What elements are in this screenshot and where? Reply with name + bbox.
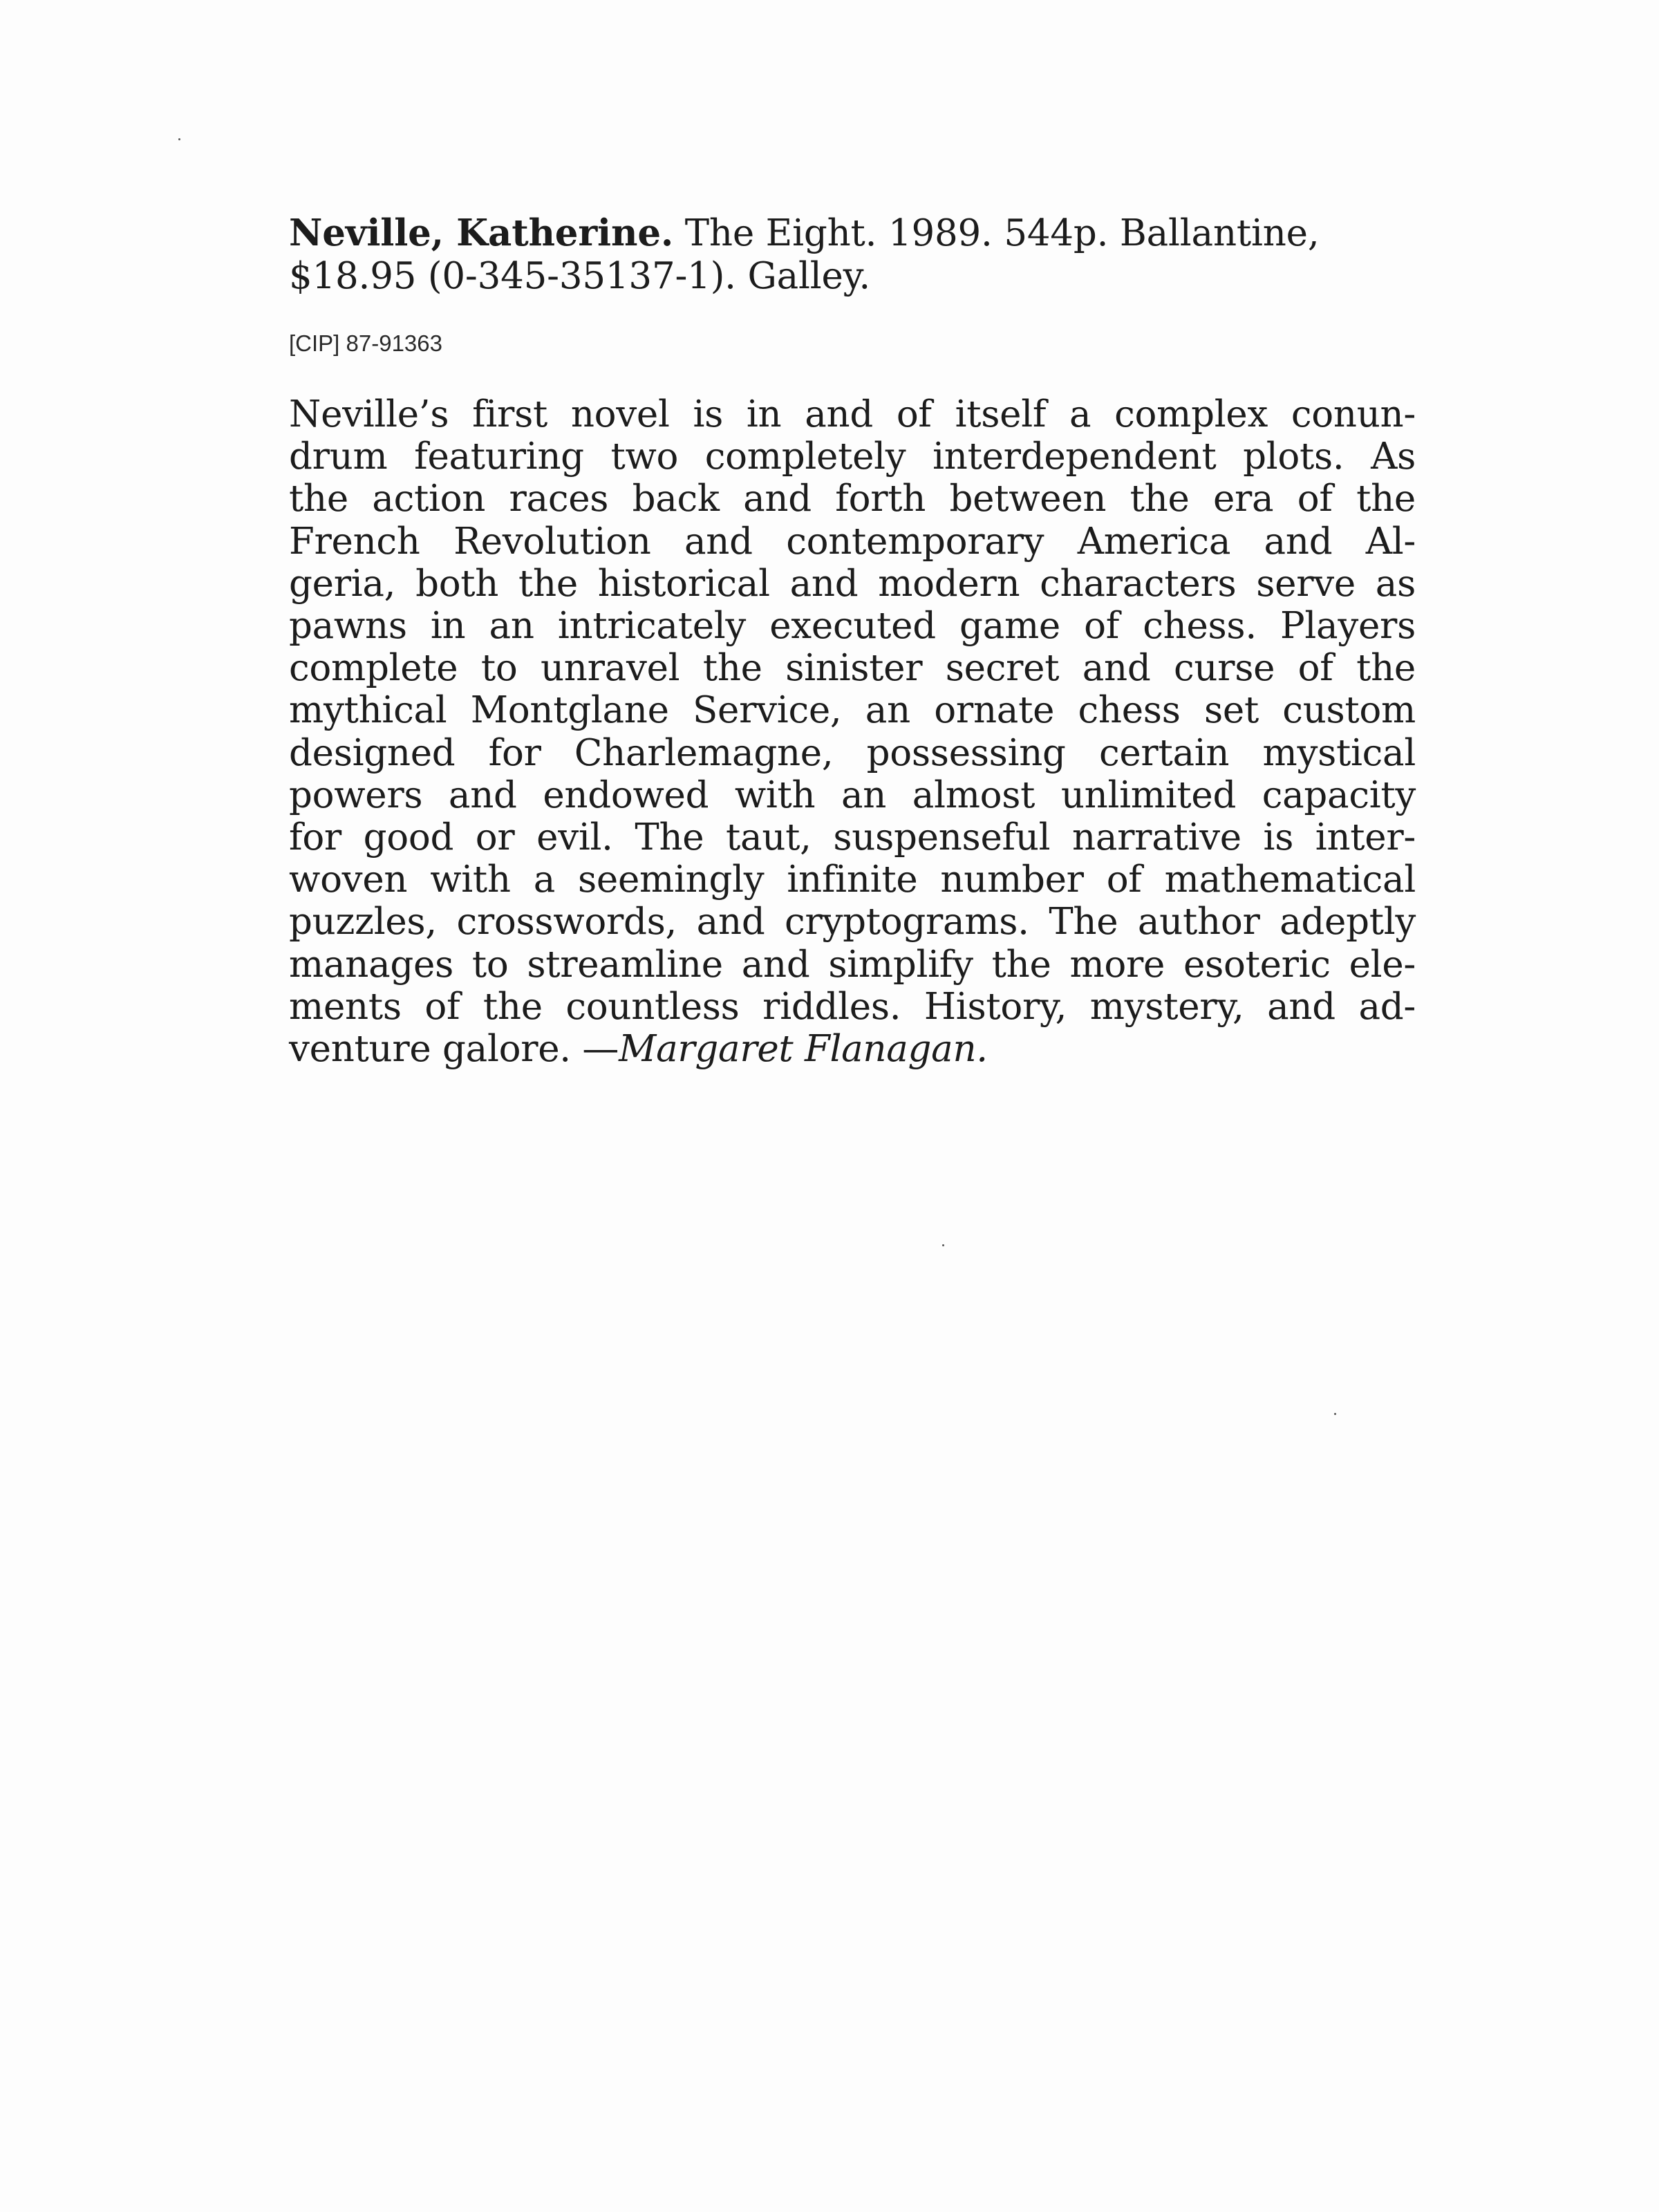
reviewer-name: Margaret Flanagan. [619,1028,988,1071]
citation [289,212,1416,298]
scan-speck [942,1244,944,1246]
author-name: Neville, Katherine. [289,212,674,254]
review-line: powers and endowed with an almost unlimited capacity [289,774,1416,816]
cip-number: [CIP] 87-91363 [289,330,442,356]
review-line: woven with a seemingly infinite number of mathematical [289,859,1416,901]
citation-title-details: The Eight. 1989. 544p. Ballantine, [684,212,1320,254]
review-line: designed for Charlemagne, possessing certain mystical [289,731,1416,774]
scan-speck [1334,1413,1336,1415]
review-closing-text: venture galore. — [289,1028,619,1071]
review-line: for good or evil. The taut, suspenseful narrative is inter- [289,816,1416,859]
review-line: complete to unravel the sinister secret and curse of the [289,647,1416,690]
review-line: pawns in an intricately executed game of chess. Players [289,605,1416,648]
review-line: French Revolution and contemporary America and Al- [289,520,1416,563]
review-line: mythical Montglane Service, an ornate chess set custom [289,689,1416,732]
review-line: geria, both the historical and modern characters serve as [289,562,1416,605]
review-line: manages to streamline and simplify the more esoteric ele- [289,943,1416,986]
review-body [289,393,1416,1070]
citation-price-isbn: $18.95 (0-345-35137-1). Galley. [289,255,871,297]
review-line: ments of the countless riddles. History, mystery, and ad- [289,985,1416,1028]
scan-speck [178,138,180,140]
review-line: drum featuring two completely interdependent plots. As [289,435,1416,478]
book-review [289,212,1416,1070]
review-line: puzzles, crosswords, and cryptograms. The author adeptly [289,901,1416,944]
review-line: Neville’s first novel is in and of itself a complex conun- [289,393,1416,435]
review-line: the action races back and forth between the era of the [289,478,1416,521]
review-last-line [289,1028,1416,1070]
